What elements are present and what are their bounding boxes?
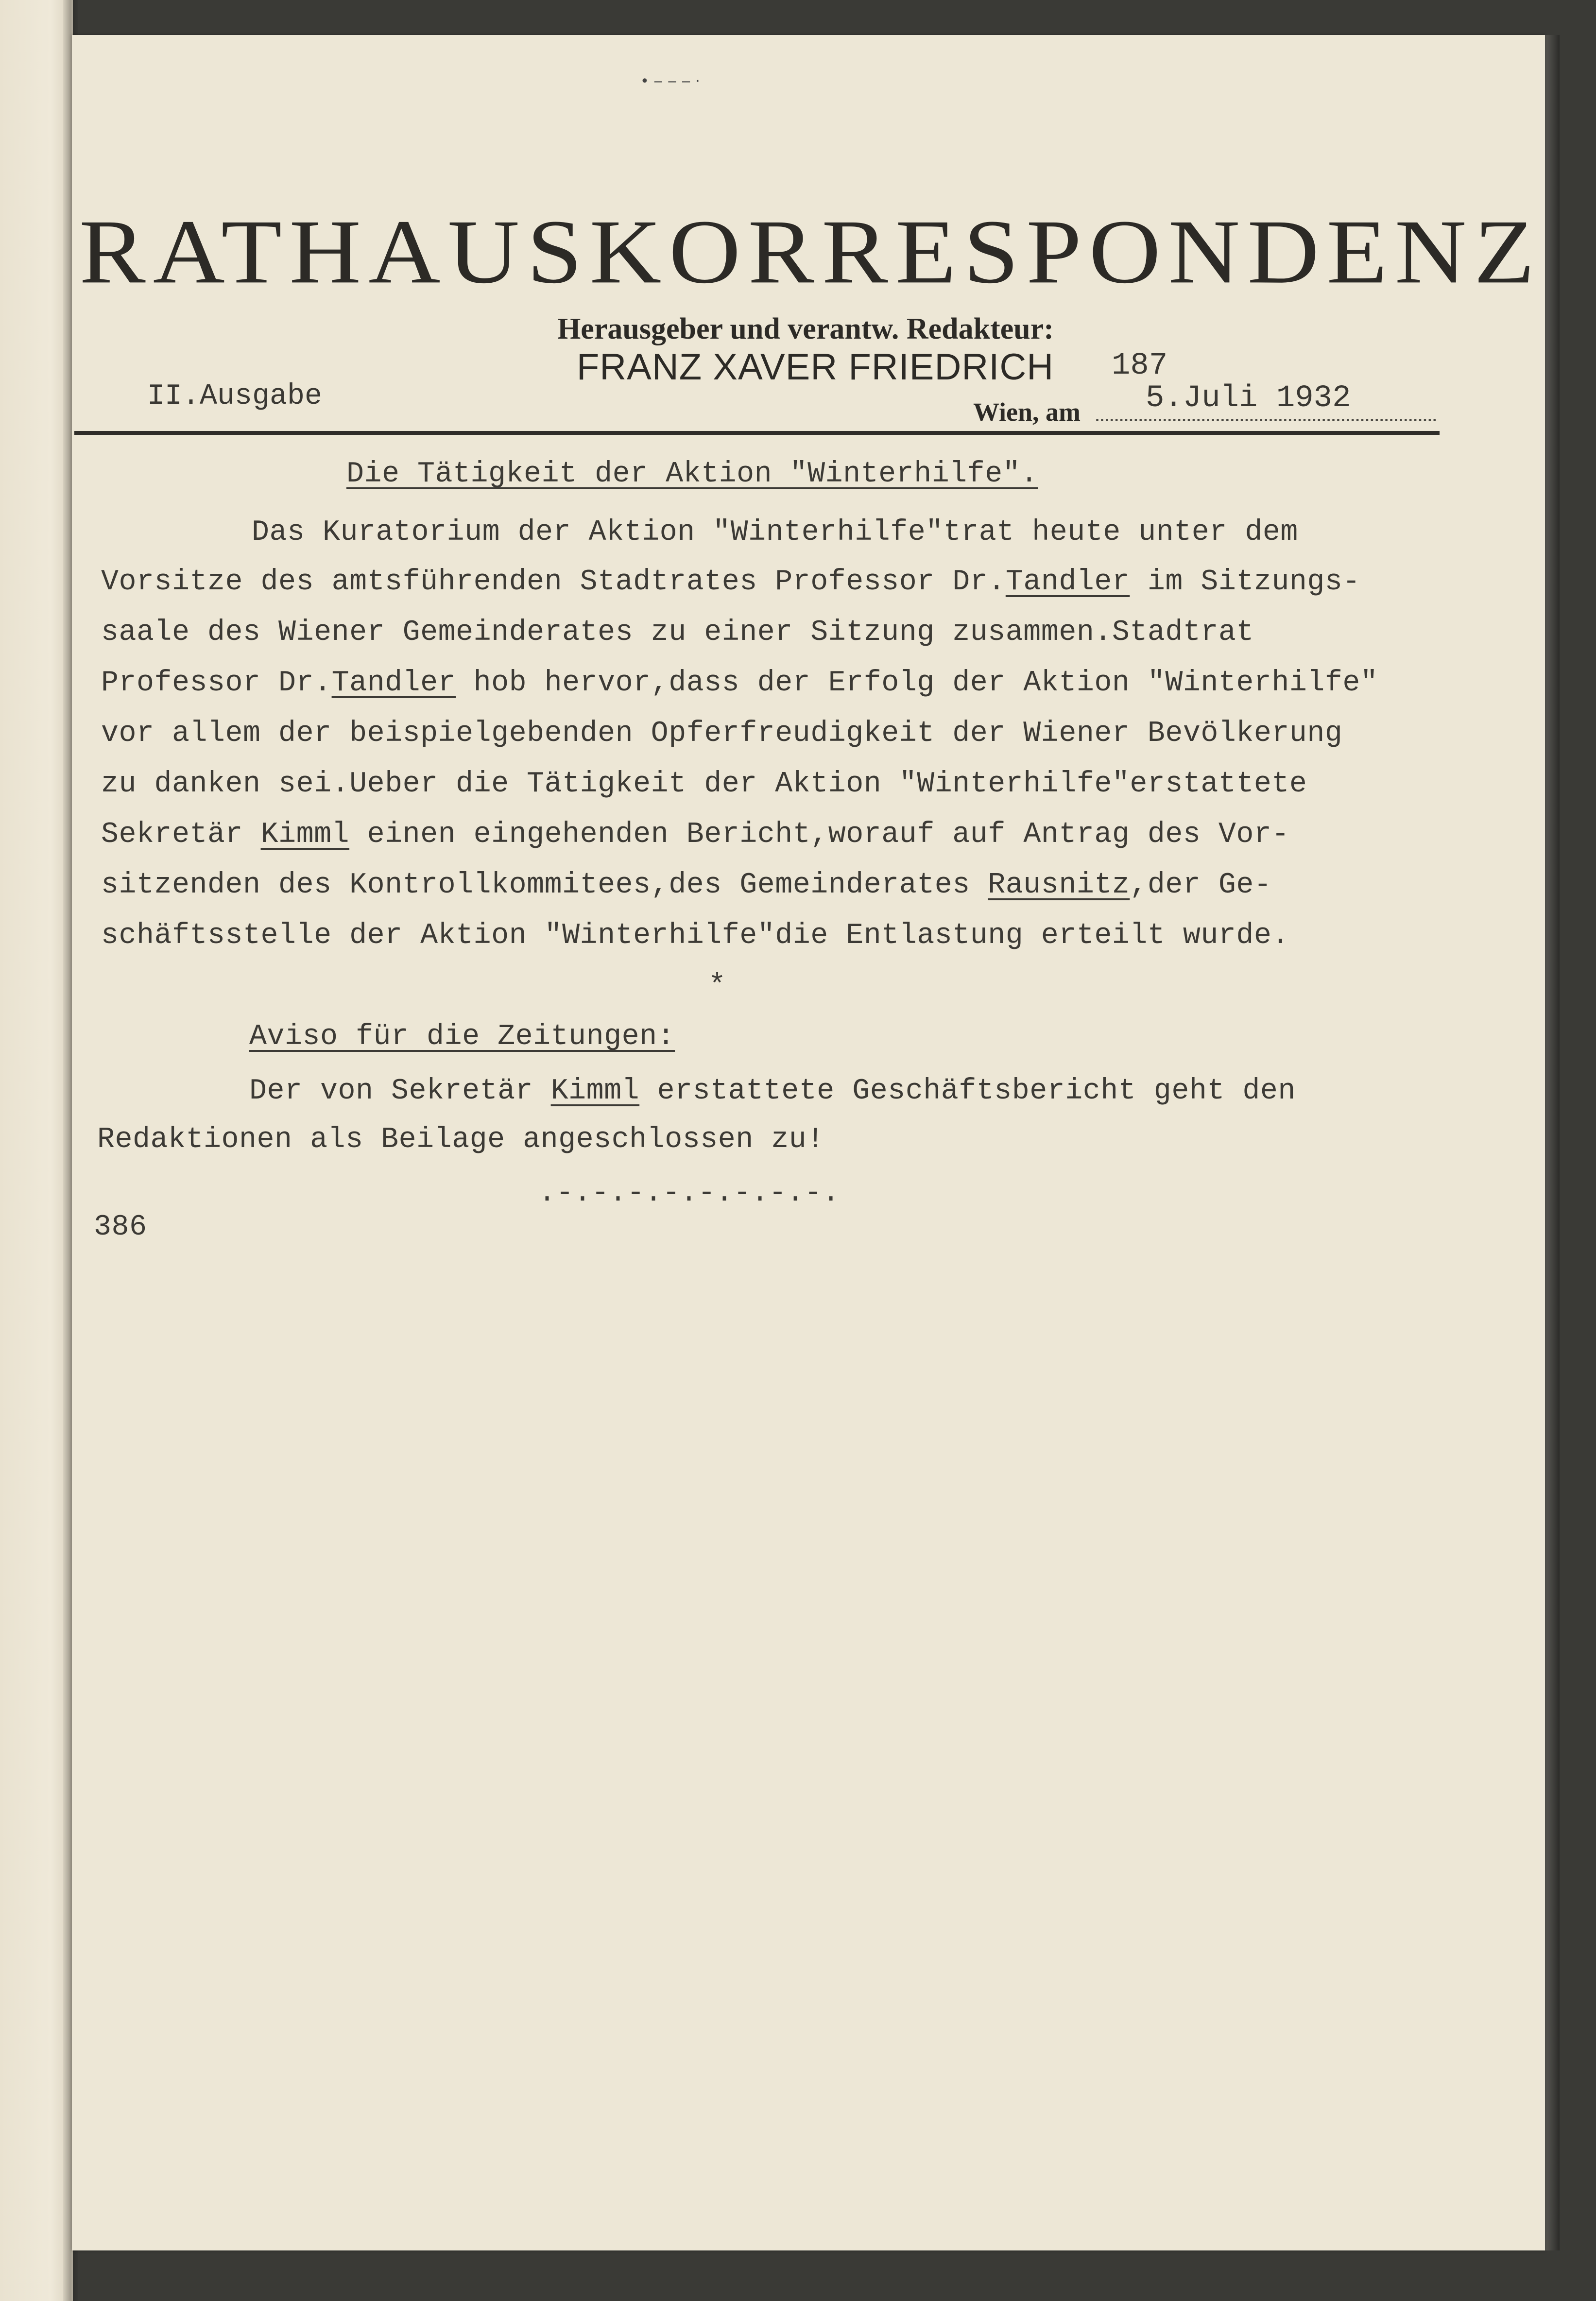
line-text: saale des Wiener Gemeinderates zu einer Sitzung zusammen.Stadtrat bbox=[101, 616, 1254, 649]
article-title: Die Tätigkeit der Aktion "Winterhilfe". bbox=[346, 458, 1038, 491]
scan-mark: • ‒ ‒ ‒ · bbox=[640, 73, 700, 90]
line-text: einen eingehenden Bericht,worauf auf Antrag des Vor- bbox=[349, 818, 1289, 851]
previous-page-edge bbox=[0, 0, 73, 2301]
publisher-label: Herausgeber und verantw. Redakteur: bbox=[557, 312, 1054, 345]
header-rule bbox=[74, 431, 1440, 435]
underlined-name: Kimml bbox=[260, 818, 350, 851]
underlined-name: Kimml bbox=[550, 1075, 640, 1108]
article-line bbox=[101, 869, 1271, 902]
article-line bbox=[101, 616, 1254, 649]
end-separator: .-.-.-.-.-.-.-.-. bbox=[538, 1177, 840, 1210]
line-text: Redaktionen als Beilage angeschlossen zu! bbox=[97, 1123, 824, 1156]
underlined-name: Rausnitz bbox=[988, 869, 1130, 902]
article-line bbox=[252, 516, 1298, 549]
article-line bbox=[101, 717, 1342, 750]
line-text: im Sitzungs- bbox=[1130, 566, 1360, 599]
notice-line bbox=[97, 1123, 824, 1156]
notice-title: Aviso für die Zeitungen: bbox=[249, 1020, 675, 1053]
underlined-name: Tandler bbox=[1005, 566, 1130, 599]
article-line bbox=[101, 667, 1378, 700]
article-line bbox=[101, 566, 1360, 599]
line-text: Der von Sekretär bbox=[249, 1075, 551, 1108]
issue-number: 187 bbox=[1112, 348, 1168, 383]
line-text: vor allem der beispielgebenden Opferfreudigkeit der Wiener Bevölkerung bbox=[101, 717, 1343, 750]
editor-name: FRANZ XAVER FRIEDRICH bbox=[576, 346, 1054, 388]
line-text: zu danken sei.Ueber die Tätigkeit der Aktion "Winterhilfe"erstattete bbox=[101, 768, 1307, 801]
line-text: ,der Ge- bbox=[1130, 869, 1272, 902]
place-date-label: Wien, am bbox=[973, 397, 1081, 427]
document-sheet bbox=[72, 35, 1545, 2250]
notice-line bbox=[249, 1075, 1296, 1108]
section-asterisk: * bbox=[708, 970, 726, 1003]
page-number: 386 bbox=[94, 1211, 147, 1244]
article-line bbox=[101, 768, 1307, 801]
line-text: erstattete Geschäftsbericht geht den bbox=[639, 1075, 1296, 1108]
edition-label: II.Ausgabe bbox=[147, 380, 323, 413]
underlined-name: Tandler bbox=[331, 667, 456, 700]
line-text: Vorsitze des amtsführenden Stadtrates Professor Dr. bbox=[101, 566, 1006, 599]
line-text: Sekretär bbox=[101, 818, 261, 851]
page-edge-shadow bbox=[1545, 35, 1560, 2250]
line-text: Das Kuratorium der Aktion "Winterhilfe"trat heute unter dem bbox=[252, 516, 1298, 549]
masthead-title: RATHAUSKORRESPONDENZ bbox=[79, 201, 1542, 303]
line-text: sitzenden des Kontrollkommitees,des Gemeinderates bbox=[101, 869, 988, 902]
line-text: schäftsstelle der Aktion "Winterhilfe"die Entlastung erteilt wurde. bbox=[101, 919, 1289, 952]
article-line bbox=[101, 919, 1289, 952]
line-text: hob hervor,dass der Erfolg der Aktion "Winterhilfe" bbox=[456, 667, 1378, 700]
article-line bbox=[101, 818, 1289, 851]
line-text: Professor Dr. bbox=[101, 667, 332, 700]
issue-date: 5.Juli 1932 bbox=[1146, 381, 1351, 416]
date-dotted-line bbox=[1096, 419, 1436, 421]
